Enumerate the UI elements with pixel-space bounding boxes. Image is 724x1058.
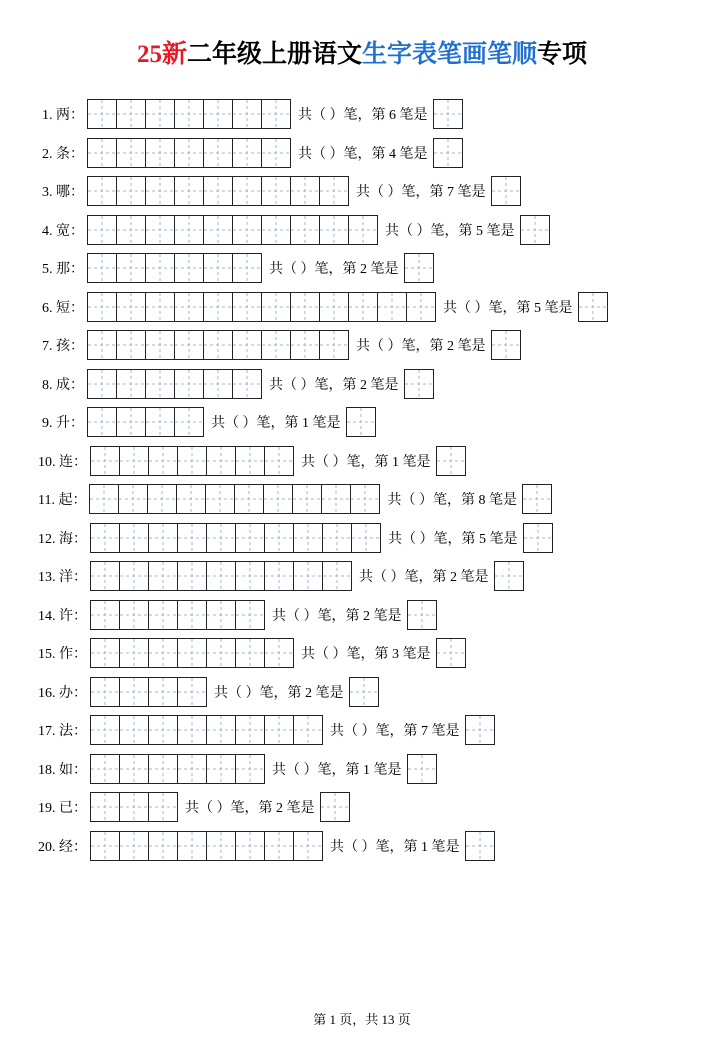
- answer-cell[interactable]: [465, 831, 495, 861]
- answer-cell[interactable]: [494, 561, 524, 591]
- grid-cell[interactable]: [205, 484, 235, 514]
- answer-cell[interactable]: [522, 484, 552, 514]
- grid-cell[interactable]: [319, 215, 349, 245]
- grid-cell[interactable]: [235, 523, 265, 553]
- stroke-grid[interactable]: [90, 754, 264, 784]
- row-character-label: 3. 哪：: [42, 185, 84, 200]
- grid-cell[interactable]: [264, 715, 294, 745]
- grid-cell[interactable]: [116, 369, 146, 399]
- page-footer: 第 1 页，共 13 页: [313, 1012, 411, 1027]
- grid-cell[interactable]: [177, 600, 207, 630]
- row-question-text: 共（ ）笔，第 6 笔是: [298, 108, 428, 123]
- grid-cell[interactable]: [145, 407, 175, 437]
- stroke-grid[interactable]: [90, 523, 380, 553]
- grid-cell[interactable]: [235, 715, 265, 745]
- grid-cell[interactable]: [87, 369, 117, 399]
- grid-cell[interactable]: [264, 523, 294, 553]
- grid-cell[interactable]: [293, 715, 323, 745]
- row-question-text: 共（ ）笔，第 3 笔是: [301, 647, 431, 662]
- grid-cell[interactable]: [319, 176, 349, 206]
- grid-cell[interactable]: [177, 446, 207, 476]
- grid-cell[interactable]: [148, 754, 178, 784]
- grid-cell[interactable]: [145, 369, 175, 399]
- grid-cell[interactable]: [290, 215, 320, 245]
- grid-cell[interactable]: [116, 176, 146, 206]
- grid-cell[interactable]: [174, 330, 204, 360]
- grid-cell[interactable]: [116, 292, 146, 322]
- grid-cell[interactable]: [322, 523, 352, 553]
- exercise-row: [0, 327, 724, 363]
- exercise-row: [0, 481, 724, 517]
- grid-cell[interactable]: [87, 176, 117, 206]
- grid-cell[interactable]: [235, 446, 265, 476]
- grid-cell[interactable]: [232, 215, 262, 245]
- grid-cell[interactable]: [290, 176, 320, 206]
- grid-cell[interactable]: [174, 253, 204, 283]
- grid-cell[interactable]: [203, 176, 233, 206]
- answer-cell[interactable]: [465, 715, 495, 745]
- stroke-grid[interactable]: [90, 446, 293, 476]
- grid-cell[interactable]: [87, 292, 117, 322]
- answer-cell[interactable]: [491, 176, 521, 206]
- grid-cell[interactable]: [290, 292, 320, 322]
- grid-cell[interactable]: [264, 638, 294, 668]
- row-character-label: 20. 经：: [38, 839, 87, 855]
- grid-cell[interactable]: [235, 754, 265, 784]
- stroke-grid[interactable]: [87, 176, 348, 206]
- grid-cell[interactable]: [90, 600, 120, 630]
- row-question-text: 共（ ）笔，第 2 笔是: [272, 608, 402, 624]
- grid-cell[interactable]: [290, 330, 320, 360]
- row-character-label: 8. 成：: [42, 377, 84, 393]
- row-character-label: 18. 如：: [38, 762, 87, 778]
- stroke-grid[interactable]: [90, 831, 322, 861]
- worksheet-page: [0, 34, 724, 1058]
- grid-cell[interactable]: [177, 523, 207, 553]
- grid-cell[interactable]: [119, 638, 149, 668]
- grid-cell[interactable]: [116, 253, 146, 283]
- row-question-text: 共（ ）笔，第 4 笔是: [298, 146, 428, 162]
- grid-cell[interactable]: [264, 446, 294, 476]
- stroke-grid[interactable]: [87, 253, 261, 283]
- stroke-grid[interactable]: [87, 215, 377, 245]
- grid-cell[interactable]: [206, 638, 236, 668]
- exercise-row: [0, 597, 724, 633]
- grid-cell[interactable]: [322, 561, 352, 591]
- stroke-grid[interactable]: [90, 715, 322, 745]
- grid-cell[interactable]: [87, 215, 117, 245]
- grid-cell[interactable]: [119, 754, 149, 784]
- grid-cell[interactable]: [293, 523, 323, 553]
- grid-cell[interactable]: [235, 600, 265, 630]
- grid-cell[interactable]: [232, 138, 262, 168]
- exercise-row: [0, 135, 724, 171]
- grid-cell[interactable]: [261, 215, 291, 245]
- grid-cell[interactable]: [261, 99, 291, 129]
- grid-cell[interactable]: [263, 484, 293, 514]
- exercise-row: [0, 212, 724, 248]
- grid-cell[interactable]: [148, 638, 178, 668]
- stroke-grid[interactable]: [90, 561, 351, 591]
- grid-cell[interactable]: [235, 638, 265, 668]
- grid-cell[interactable]: [90, 561, 120, 591]
- grid-cell[interactable]: [116, 215, 146, 245]
- grid-cell[interactable]: [119, 677, 149, 707]
- row-character-label: 4. 宽：: [42, 223, 84, 239]
- exercise-row: [0, 289, 724, 325]
- row-character-label: 7. 孩：: [42, 339, 84, 354]
- grid-cell[interactable]: [174, 138, 204, 168]
- grid-cell[interactable]: [145, 138, 175, 168]
- grid-cell[interactable]: [148, 715, 178, 745]
- grid-cell[interactable]: [90, 638, 120, 668]
- grid-cell[interactable]: [232, 369, 262, 399]
- grid-cell[interactable]: [87, 330, 117, 360]
- row-question-text: 共（ ）笔，第 2 笔是: [269, 377, 399, 393]
- grid-cell[interactable]: [87, 138, 117, 168]
- grid-cell[interactable]: [145, 292, 175, 322]
- row-character-label: 17. 法：: [38, 724, 87, 739]
- title-part-red: 25新: [136, 41, 187, 68]
- row-character-label: 15. 作：: [38, 647, 87, 662]
- grid-cell[interactable]: [174, 99, 204, 129]
- grid-cell[interactable]: [90, 792, 120, 822]
- title-part-blue: 生字表笔画笔顺: [362, 41, 538, 68]
- answer-cell[interactable]: [349, 677, 379, 707]
- grid-cell[interactable]: [87, 99, 117, 129]
- grid-cell[interactable]: [148, 792, 178, 822]
- grid-cell[interactable]: [116, 138, 146, 168]
- grid-cell[interactable]: [203, 369, 233, 399]
- grid-cell[interactable]: [145, 215, 175, 245]
- grid-cell[interactable]: [319, 330, 349, 360]
- grid-cell[interactable]: [235, 561, 265, 591]
- answer-cell[interactable]: [407, 600, 437, 630]
- grid-cell[interactable]: [119, 523, 149, 553]
- grid-cell[interactable]: [174, 215, 204, 245]
- grid-cell[interactable]: [90, 523, 120, 553]
- answer-cell[interactable]: [578, 292, 608, 322]
- grid-cell[interactable]: [116, 330, 146, 360]
- grid-cell[interactable]: [235, 831, 265, 861]
- answer-cell[interactable]: [436, 638, 466, 668]
- exercise-row: [0, 520, 724, 556]
- grid-cell[interactable]: [148, 446, 178, 476]
- exercise-row: [0, 674, 724, 710]
- title-part-black-1: 二年级上册语文: [186, 41, 362, 68]
- exercise-row: [0, 404, 724, 440]
- grid-cell[interactable]: [203, 330, 233, 360]
- grid-cell[interactable]: [119, 446, 149, 476]
- grid-cell[interactable]: [264, 561, 294, 591]
- grid-cell[interactable]: [232, 330, 262, 360]
- answer-cell[interactable]: [433, 138, 463, 168]
- grid-cell[interactable]: [174, 292, 204, 322]
- row-question-text: 共（ ）笔，第 2 笔是: [214, 685, 344, 701]
- grid-cell[interactable]: [232, 176, 262, 206]
- grid-cell[interactable]: [90, 754, 120, 784]
- grid-cell[interactable]: [234, 484, 264, 514]
- grid-cell[interactable]: [119, 792, 149, 822]
- grid-cell[interactable]: [261, 176, 291, 206]
- grid-cell[interactable]: [206, 754, 236, 784]
- row-character-label: 2. 条：: [42, 146, 84, 162]
- answer-cell[interactable]: [320, 792, 350, 822]
- grid-cell[interactable]: [321, 484, 351, 514]
- stroke-grid[interactable]: [87, 330, 348, 360]
- grid-cell[interactable]: [174, 176, 204, 206]
- grid-cell[interactable]: [118, 484, 148, 514]
- row-question-text: 共（ ）笔，第 7 笔是: [356, 185, 486, 200]
- grid-cell[interactable]: [119, 600, 149, 630]
- grid-cell[interactable]: [177, 754, 207, 784]
- grid-cell[interactable]: [348, 215, 378, 245]
- exercise-row: [0, 635, 724, 671]
- grid-cell[interactable]: [87, 407, 117, 437]
- grid-cell[interactable]: [116, 407, 146, 437]
- grid-cell[interactable]: [377, 292, 407, 322]
- grid-cell[interactable]: [177, 561, 207, 591]
- grid-cell[interactable]: [148, 600, 178, 630]
- row-character-label: 11. 起：: [38, 493, 87, 508]
- grid-cell[interactable]: [206, 446, 236, 476]
- grid-cell[interactable]: [116, 99, 146, 129]
- answer-cell[interactable]: [520, 215, 550, 245]
- stroke-grid[interactable]: [89, 484, 379, 514]
- exercise-row: [0, 173, 724, 209]
- row-question-text: 共（ ）笔，第 1 笔是: [330, 839, 460, 855]
- row-character-label: 9. 升：: [42, 416, 84, 431]
- grid-cell[interactable]: [348, 292, 378, 322]
- answer-cell[interactable]: [433, 99, 463, 129]
- row-question-text: 共（ ）笔，第 2 笔是: [356, 339, 486, 354]
- stroke-grid[interactable]: [90, 677, 206, 707]
- grid-cell[interactable]: [264, 831, 294, 861]
- grid-cell[interactable]: [206, 561, 236, 591]
- stroke-grid[interactable]: [87, 138, 290, 168]
- grid-cell[interactable]: [232, 253, 262, 283]
- row-character-label: 16. 办：: [38, 685, 87, 701]
- row-character-label: 14. 许：: [38, 608, 87, 624]
- grid-cell[interactable]: [147, 484, 177, 514]
- exercise-row: [0, 789, 724, 825]
- grid-cell[interactable]: [90, 831, 120, 861]
- grid-cell[interactable]: [145, 99, 175, 129]
- exercise-row: [0, 558, 724, 594]
- grid-cell[interactable]: [90, 715, 120, 745]
- row-character-label: 10. 连：: [38, 454, 87, 470]
- grid-cell[interactable]: [206, 600, 236, 630]
- grid-cell[interactable]: [261, 330, 291, 360]
- grid-cell[interactable]: [119, 831, 149, 861]
- grid-cell[interactable]: [177, 638, 207, 668]
- grid-cell[interactable]: [148, 523, 178, 553]
- grid-cell[interactable]: [203, 215, 233, 245]
- grid-cell[interactable]: [293, 561, 323, 591]
- answer-cell[interactable]: [436, 446, 466, 476]
- answer-cell[interactable]: [523, 523, 553, 553]
- row-question-text: 共（ ）笔，第 8 笔是: [387, 493, 517, 508]
- exercise-row: [0, 751, 724, 787]
- exercise-row: [0, 828, 724, 864]
- row-character-label: 12. 海：: [38, 531, 87, 547]
- row-character-label: 5. 那：: [42, 262, 84, 277]
- grid-cell[interactable]: [292, 484, 322, 514]
- grid-cell[interactable]: [232, 292, 262, 322]
- grid-cell[interactable]: [261, 292, 291, 322]
- grid-cell[interactable]: [177, 677, 207, 707]
- grid-cell[interactable]: [350, 484, 380, 514]
- grid-cell[interactable]: [203, 253, 233, 283]
- grid-cell[interactable]: [89, 484, 119, 514]
- grid-cell[interactable]: [145, 330, 175, 360]
- grid-cell[interactable]: [148, 677, 178, 707]
- stroke-grid[interactable]: [90, 792, 177, 822]
- row-question-text: 共（ ）笔，第 2 笔是: [359, 570, 489, 585]
- stroke-grid[interactable]: [90, 600, 264, 630]
- grid-cell[interactable]: [176, 484, 206, 514]
- row-question-text: 共（ ）笔，第 1 笔是: [301, 454, 431, 470]
- stroke-grid[interactable]: [87, 369, 261, 399]
- grid-cell[interactable]: [177, 831, 207, 861]
- grid-cell[interactable]: [203, 292, 233, 322]
- title-part-black-2: 专项: [537, 41, 588, 68]
- grid-cell[interactable]: [206, 831, 236, 861]
- grid-cell[interactable]: [203, 99, 233, 129]
- stroke-grid[interactable]: [90, 638, 293, 668]
- exercise-row: [0, 366, 724, 402]
- grid-cell[interactable]: [206, 715, 236, 745]
- grid-cell[interactable]: [406, 292, 436, 322]
- row-character-label: 6. 短：: [42, 300, 84, 316]
- grid-cell[interactable]: [174, 407, 204, 437]
- answer-cell[interactable]: [404, 253, 434, 283]
- answer-cell[interactable]: [346, 407, 376, 437]
- stroke-grid[interactable]: [87, 99, 290, 129]
- exercise-row: [0, 96, 724, 132]
- answer-cell[interactable]: [404, 369, 434, 399]
- row-character-label: 19. 已：: [38, 801, 87, 816]
- row-question-text: 共（ ）笔，第 7 笔是: [330, 724, 460, 739]
- row-question-text: 共（ ）笔，第 1 笔是: [272, 762, 402, 778]
- grid-cell[interactable]: [319, 292, 349, 322]
- grid-cell[interactable]: [351, 523, 381, 553]
- row-question-text: 共（ ）笔，第 1 笔是: [211, 416, 341, 431]
- grid-cell[interactable]: [293, 831, 323, 861]
- row-question-text: 共（ ）笔，第 5 笔是: [388, 531, 518, 547]
- grid-cell[interactable]: [177, 715, 207, 745]
- grid-cell[interactable]: [90, 446, 120, 476]
- grid-cell[interactable]: [203, 138, 233, 168]
- grid-cell[interactable]: [119, 561, 149, 591]
- grid-cell[interactable]: [174, 369, 204, 399]
- grid-cell[interactable]: [145, 176, 175, 206]
- stroke-grid[interactable]: [87, 407, 203, 437]
- row-question-text: 共（ ）笔，第 5 笔是: [443, 300, 573, 316]
- grid-cell[interactable]: [232, 99, 262, 129]
- grid-cell[interactable]: [148, 831, 178, 861]
- stroke-grid[interactable]: [87, 292, 435, 322]
- grid-cell[interactable]: [148, 561, 178, 591]
- grid-cell[interactable]: [119, 715, 149, 745]
- row-question-text: 共（ ）笔，第 2 笔是: [185, 801, 315, 816]
- answer-cell[interactable]: [491, 330, 521, 360]
- row-question-text: 共（ ）笔，第 5 笔是: [385, 223, 515, 239]
- exercise-row: [0, 712, 724, 748]
- exercise-row: [0, 250, 724, 286]
- page-title: [0, 34, 724, 70]
- row-character-label: 13. 洋：: [38, 570, 87, 585]
- answer-cell[interactable]: [407, 754, 437, 784]
- grid-cell[interactable]: [261, 138, 291, 168]
- grid-cell[interactable]: [206, 523, 236, 553]
- row-question-text: 共（ ）笔，第 2 笔是: [269, 262, 399, 277]
- grid-cell[interactable]: [87, 253, 117, 283]
- exercise-row: [0, 443, 724, 479]
- exercise-rows: [0, 96, 724, 864]
- row-character-label: 1. 两：: [42, 108, 84, 123]
- grid-cell[interactable]: [90, 677, 120, 707]
- grid-cell[interactable]: [145, 253, 175, 283]
